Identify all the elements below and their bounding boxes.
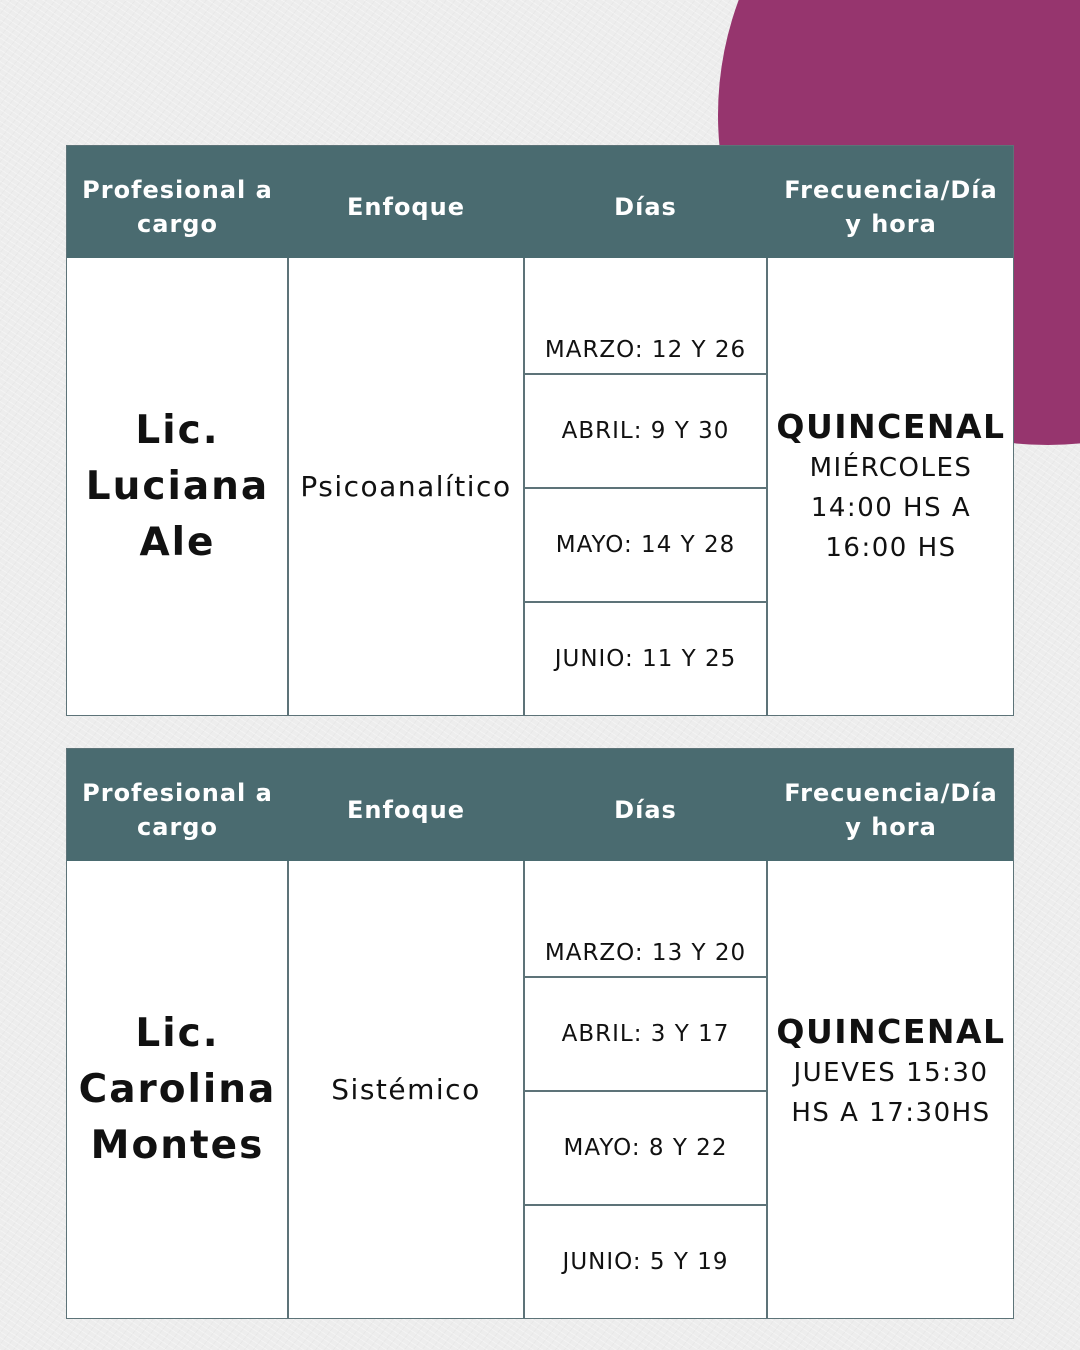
header-days: Días [614, 193, 677, 221]
day-march-text: MARZO: 12 Y 26 [544, 337, 747, 363]
professional-cell [67, 258, 288, 715]
frequency-detail: JUEVES 15:30 HS A 17:30HS [791, 1058, 991, 1128]
table-header [67, 749, 1013, 861]
day-june: JUNIO: 11 Y 25 [554, 645, 737, 672]
header-frequency: Frecuencia/Día y hora [784, 779, 998, 841]
name-last: Montes [90, 1122, 265, 1168]
day-june: JUNIO: 5 Y 19 [562, 1248, 729, 1275]
frequency-cell [767, 258, 1015, 715]
day-april: ABRIL: 9 Y 30 [561, 417, 730, 444]
frequency-title: QUINCENAL [776, 406, 1006, 446]
professional-cell [67, 861, 288, 1318]
professional-name [67, 1006, 288, 1174]
table-header [67, 146, 1013, 258]
frequency-title: QUINCENAL [776, 1012, 1006, 1051]
day-april: ABRIL: 3 Y 17 [561, 1020, 730, 1047]
header-professional: Profesional a cargo [82, 176, 273, 238]
header-focus: Enfoque [347, 193, 465, 221]
name-first: Luciana [85, 463, 270, 509]
focus-value: Sistémico [331, 1073, 481, 1106]
name-last: Ale [139, 519, 216, 565]
day-may: MAYO: 14 Y 28 [555, 531, 736, 558]
schedule-table-luciana [66, 145, 1014, 716]
header-focus: Enfoque [347, 796, 465, 824]
header-frequency: Frecuencia/Día y hora [784, 176, 998, 238]
day-march-text: MARZO: 13 Y 20 [544, 940, 747, 966]
name-title: Lic. [135, 407, 220, 453]
header-professional: Profesional a cargo [82, 779, 273, 841]
day-march [524, 861, 767, 976]
professional-name [67, 403, 288, 571]
frequency-cell [767, 861, 1015, 1318]
frequency-detail: MIÉRCOLES 14:00 HS A 16:00 HS [809, 452, 973, 563]
day-may: MAYO: 8 Y 22 [563, 1134, 728, 1161]
day-march [524, 258, 767, 373]
schedule-table-carolina [66, 748, 1014, 1319]
name-title: Lic. [135, 1010, 220, 1056]
focus-cell [288, 861, 524, 1318]
name-first: Carolina [78, 1066, 277, 1112]
header-days: Días [614, 796, 677, 824]
focus-cell [288, 258, 524, 715]
focus-value: Psicoanalítico [300, 470, 512, 503]
